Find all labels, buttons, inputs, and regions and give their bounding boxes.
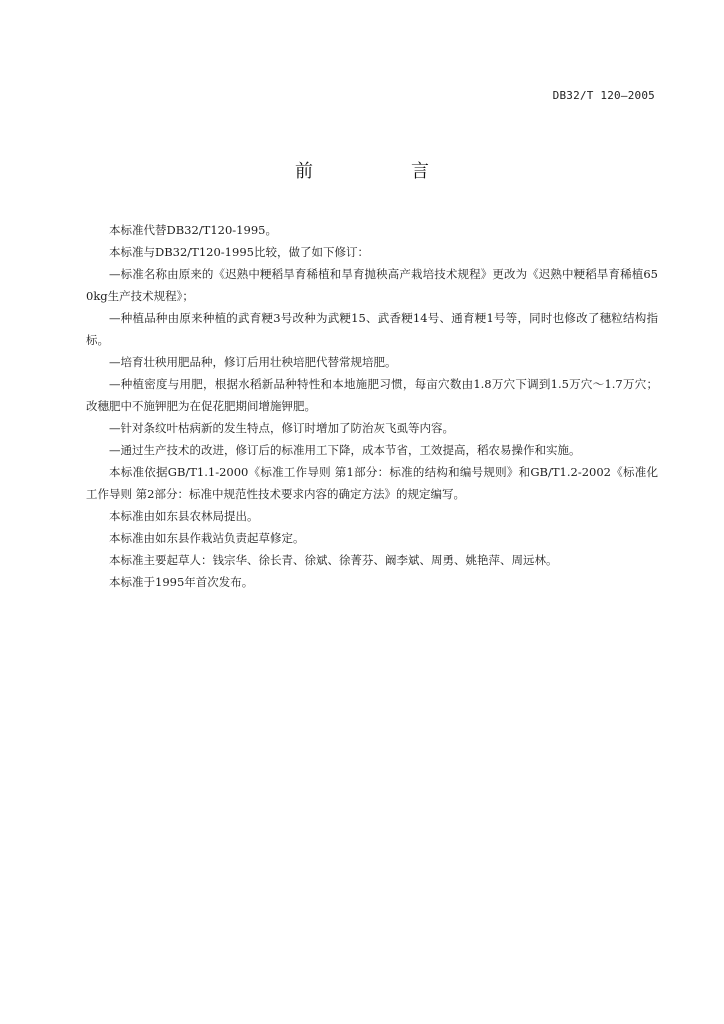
paragraph: 本标准主要起草人：钱宗华、徐长青、徐斌、徐菁芬、阚李斌、周勇、姚艳萍、周远林。 [109, 553, 558, 567]
paragraph: —针对条纹叶枯病新的发生特点，修订时增加了防治灰飞虱等内容。 [109, 421, 454, 435]
paragraph: —标准名称由原来的《迟熟中粳稻旱育稀植和旱育抛秧高产栽培技术规程》更改为《迟熟中粳稻旱育稀植650kg生产技术规程》； [86, 267, 658, 303]
paragraph: 本标准由如东县作栽站负责起草修定。 [109, 531, 305, 545]
paragraph: 本标准于1995年首次发布。 [109, 575, 254, 589]
paragraph: —种植品种由原来种植的武育粳3号改种为武粳15、武香粳14号、通育粳1号等，同时也修改了穗粒结构指标。 [86, 311, 658, 347]
foreword-body [86, 219, 658, 593]
paragraph: —种植密度与用肥，根据水稻新品种特性和本地施肥习惯，每亩穴数由1.8万穴下调到1.5万穴～1.7万穴；改穗肥中不施钾肥为在促花肥期间增施钾肥。 [86, 377, 658, 413]
paragraph: 本标准依据GB/T1.1-2000《标准工作导则 第1部分：标准的结构和编号规则》和GB/T1.2-2002《标准化工作导则 第2部分：标准中规范性技术要求内容的确定方法》的规定编写。 [86, 465, 658, 501]
standard-code: DB32/T 120—2005 [552, 89, 655, 102]
paragraph: 本标准与DB32/T120-1995比较，做了如下修订： [109, 245, 369, 259]
paragraph: 本标准由如东县农林局提出。 [109, 509, 259, 523]
paragraph: —培育壮秧用肥品种，修订后用壮秧培肥代替常规培肥。 [109, 355, 397, 369]
page-title: 前 言 [295, 161, 469, 182]
paragraph: —通过生产技术的改进，修订后的标准用工下降，成本节省，工效提高，稻农易操作和实施。 [109, 443, 581, 457]
paragraph: 本标准代替DB32/T120-1995。 [109, 223, 277, 237]
